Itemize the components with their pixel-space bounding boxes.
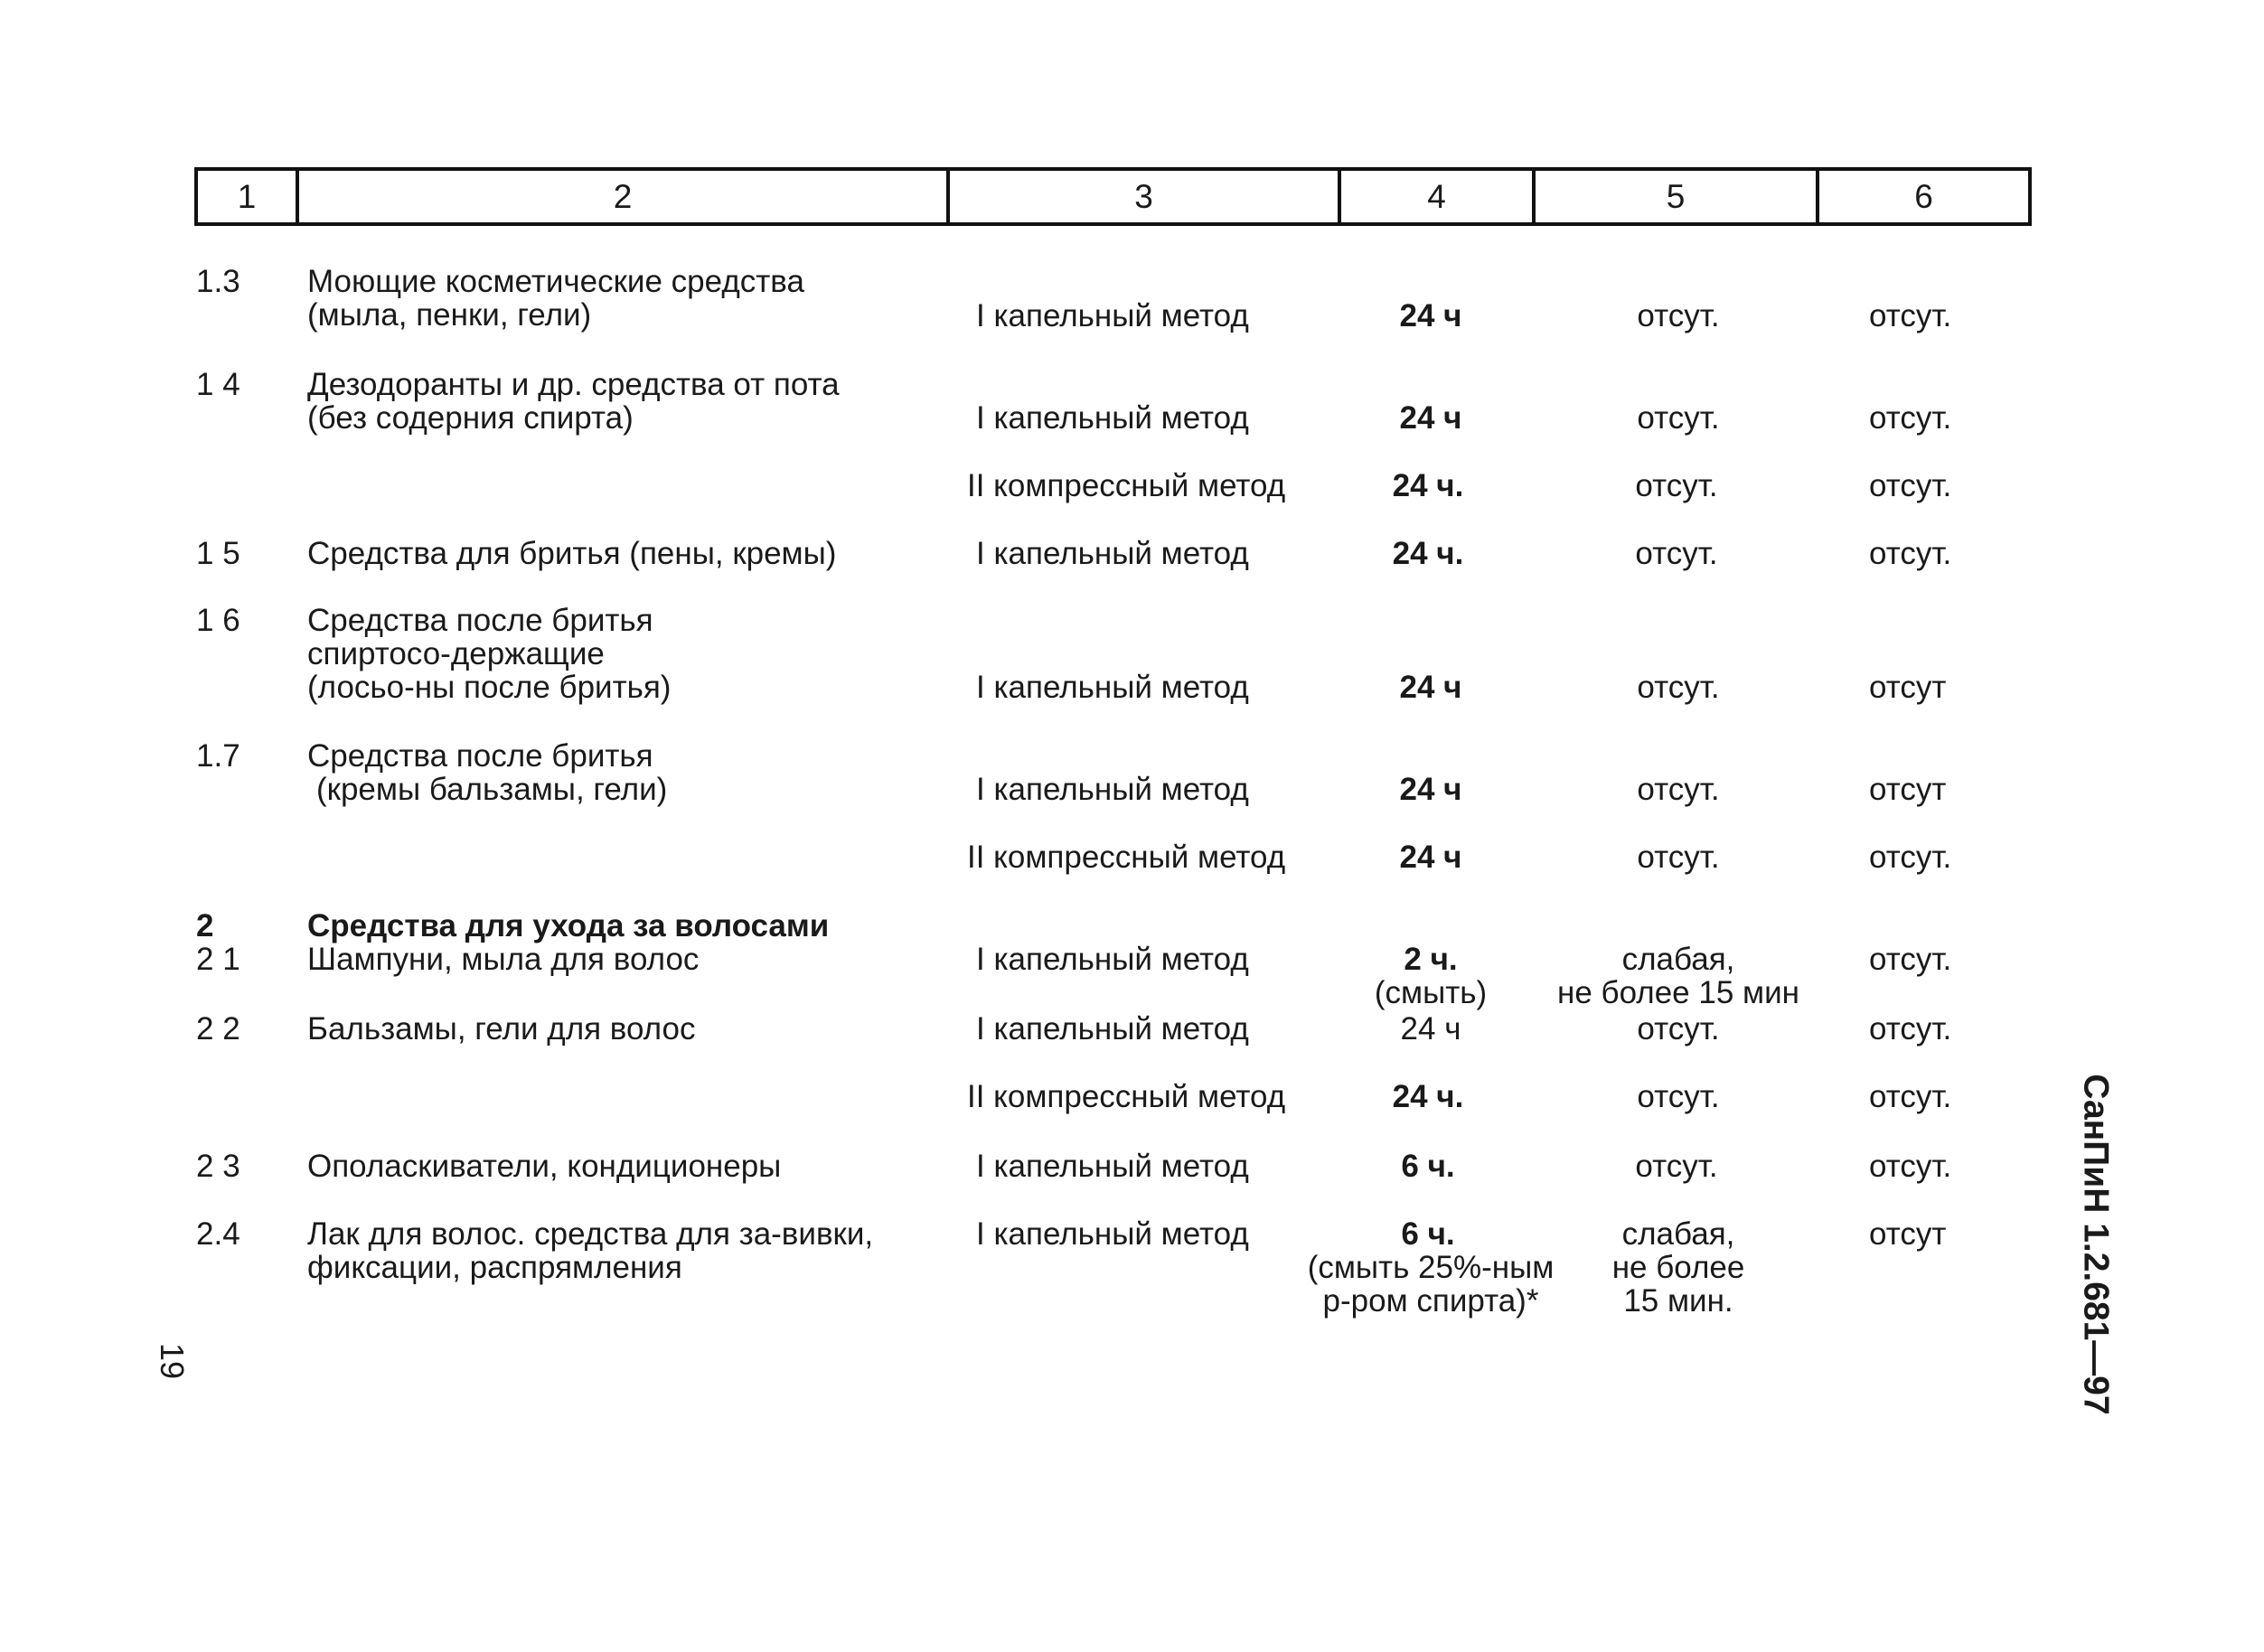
reaction-value: отсут.	[1637, 1079, 1720, 1114]
exposure-time: 24 ч.	[1392, 1079, 1464, 1114]
result-value: отсут	[1869, 670, 1947, 705]
page-number: 19	[154, 1342, 192, 1380]
row-number: 2 3	[196, 1149, 240, 1184]
result-value: отсут	[1869, 1216, 1947, 1252]
product-name: (без содерния спирта)	[307, 400, 634, 436]
exposure-note: (смыть)	[1374, 975, 1488, 1010]
product-name: (мыла, пенки, гели)	[307, 297, 592, 333]
column-number-header	[194, 167, 2032, 226]
reaction-value: отсут.	[1637, 400, 1720, 436]
reaction-value: слабая,	[1621, 1216, 1735, 1252]
row-number: 2 2	[196, 1011, 240, 1047]
result-value: отсут	[1869, 772, 1947, 807]
exposure-time: 24 ч	[1399, 298, 1462, 333]
result-value: отсут.	[1869, 298, 1952, 333]
exposure-time: 2 ч.	[1404, 942, 1458, 977]
product-name: Лак для волос. средства для за-вивки,	[307, 1216, 874, 1252]
reaction-value: отсут.	[1637, 840, 1720, 875]
test-method: I капельный метод	[976, 772, 1249, 807]
row-number: 1 4	[196, 367, 240, 402]
result-value: отсут.	[1869, 942, 1952, 977]
reaction-value: отсут.	[1637, 298, 1720, 333]
reaction-value: отсут.	[1635, 1149, 1718, 1184]
test-method: I капельный метод	[976, 298, 1249, 333]
exposure-time: 24 ч	[1399, 400, 1462, 436]
product-name: Средства после бритья	[307, 603, 653, 638]
document-code: СанПиН 1.2.681—97	[2076, 1074, 2116, 1415]
row-number: 1 6	[196, 603, 240, 638]
exposure-time: 24 ч	[1399, 840, 1462, 875]
result-value: отсут.	[1869, 1079, 1952, 1114]
product-name: Ополаскиватели, кондиционеры	[307, 1149, 782, 1184]
reaction-value: отсут.	[1637, 772, 1720, 807]
test-method: I капельный метод	[976, 400, 1249, 436]
section-title: Средства для ухода за волосами	[307, 908, 830, 943]
result-value: отсут.	[1869, 840, 1952, 875]
exposure-time: 24 ч	[1399, 772, 1462, 807]
product-name: (кремы бальзамы, гели)	[316, 772, 668, 807]
product-name: Моющие косметические средства	[307, 264, 804, 299]
test-method: I капельный метод	[976, 1149, 1249, 1184]
result-value: отсут.	[1869, 1149, 1952, 1184]
header-col-2: 2	[299, 171, 950, 222]
row-number: 2.4	[196, 1216, 240, 1252]
section-number: 2	[196, 908, 214, 943]
result-value: отсут.	[1869, 1011, 1952, 1047]
exposure-time: 24 ч	[1400, 1011, 1461, 1047]
product-name: фиксации, распрямления	[307, 1250, 682, 1285]
test-method: I капельный метод	[976, 536, 1249, 571]
test-method: I капельный метод	[976, 1216, 1249, 1252]
product-name: (лосьо-ны после бритья)	[307, 670, 672, 705]
row-number: 1.7	[196, 738, 240, 774]
header-col-3: 3	[950, 171, 1341, 222]
row-number: 2 1	[196, 942, 240, 977]
result-value: отсут.	[1869, 536, 1952, 571]
reaction-value: отсут.	[1637, 1011, 1720, 1047]
test-method: I капельный метод	[976, 670, 1249, 705]
row-number: 1.3	[196, 264, 240, 299]
reaction-value: отсут.	[1637, 670, 1720, 705]
exposure-time: 24 ч.	[1392, 468, 1464, 503]
product-name: Средства для бритья (пены, кремы)	[307, 536, 837, 571]
header-col-1: 1	[198, 171, 299, 222]
result-value: отсут.	[1869, 468, 1952, 503]
result-value: отсут.	[1869, 400, 1952, 436]
product-name: спиртосо-держащие	[307, 636, 605, 671]
product-name: Дезодоранты и др. средства от пота	[307, 367, 840, 402]
product-name: Средства после бритья	[307, 738, 653, 774]
test-method: II компрессный метод	[967, 1079, 1286, 1114]
exposure-time: 6 ч.	[1401, 1216, 1455, 1252]
reaction-value: отсут.	[1635, 536, 1718, 571]
product-name: Бальзамы, гели для волос	[307, 1011, 696, 1047]
reaction-value: 15 мин.	[1623, 1283, 1733, 1319]
test-method: II компрессный метод	[967, 840, 1286, 875]
header-col-6: 6	[1914, 177, 1933, 215]
reaction-value: отсут.	[1635, 468, 1718, 503]
test-method: I капельный метод	[976, 942, 1249, 977]
reaction-value: слабая,	[1621, 942, 1735, 977]
test-method: I капельный метод	[976, 1011, 1249, 1047]
test-method: II компрессный метод	[967, 468, 1286, 503]
product-name: Шампуни, мыла для волос	[307, 942, 700, 977]
reaction-value: не более	[1611, 1250, 1745, 1285]
exposure-note: р-ром спирта)*	[1322, 1283, 1539, 1319]
header-col-5: 5	[1536, 171, 1819, 222]
exposure-time: 24 ч	[1399, 670, 1462, 705]
reaction-value: не более 15 мин	[1557, 975, 1799, 1010]
header-col-4: 4	[1341, 171, 1536, 222]
exposure-time: 24 ч.	[1392, 536, 1464, 571]
exposure-time: 6 ч.	[1401, 1149, 1455, 1184]
exposure-note: (смыть 25%-ным	[1307, 1250, 1555, 1285]
row-number: 1 5	[196, 536, 240, 571]
